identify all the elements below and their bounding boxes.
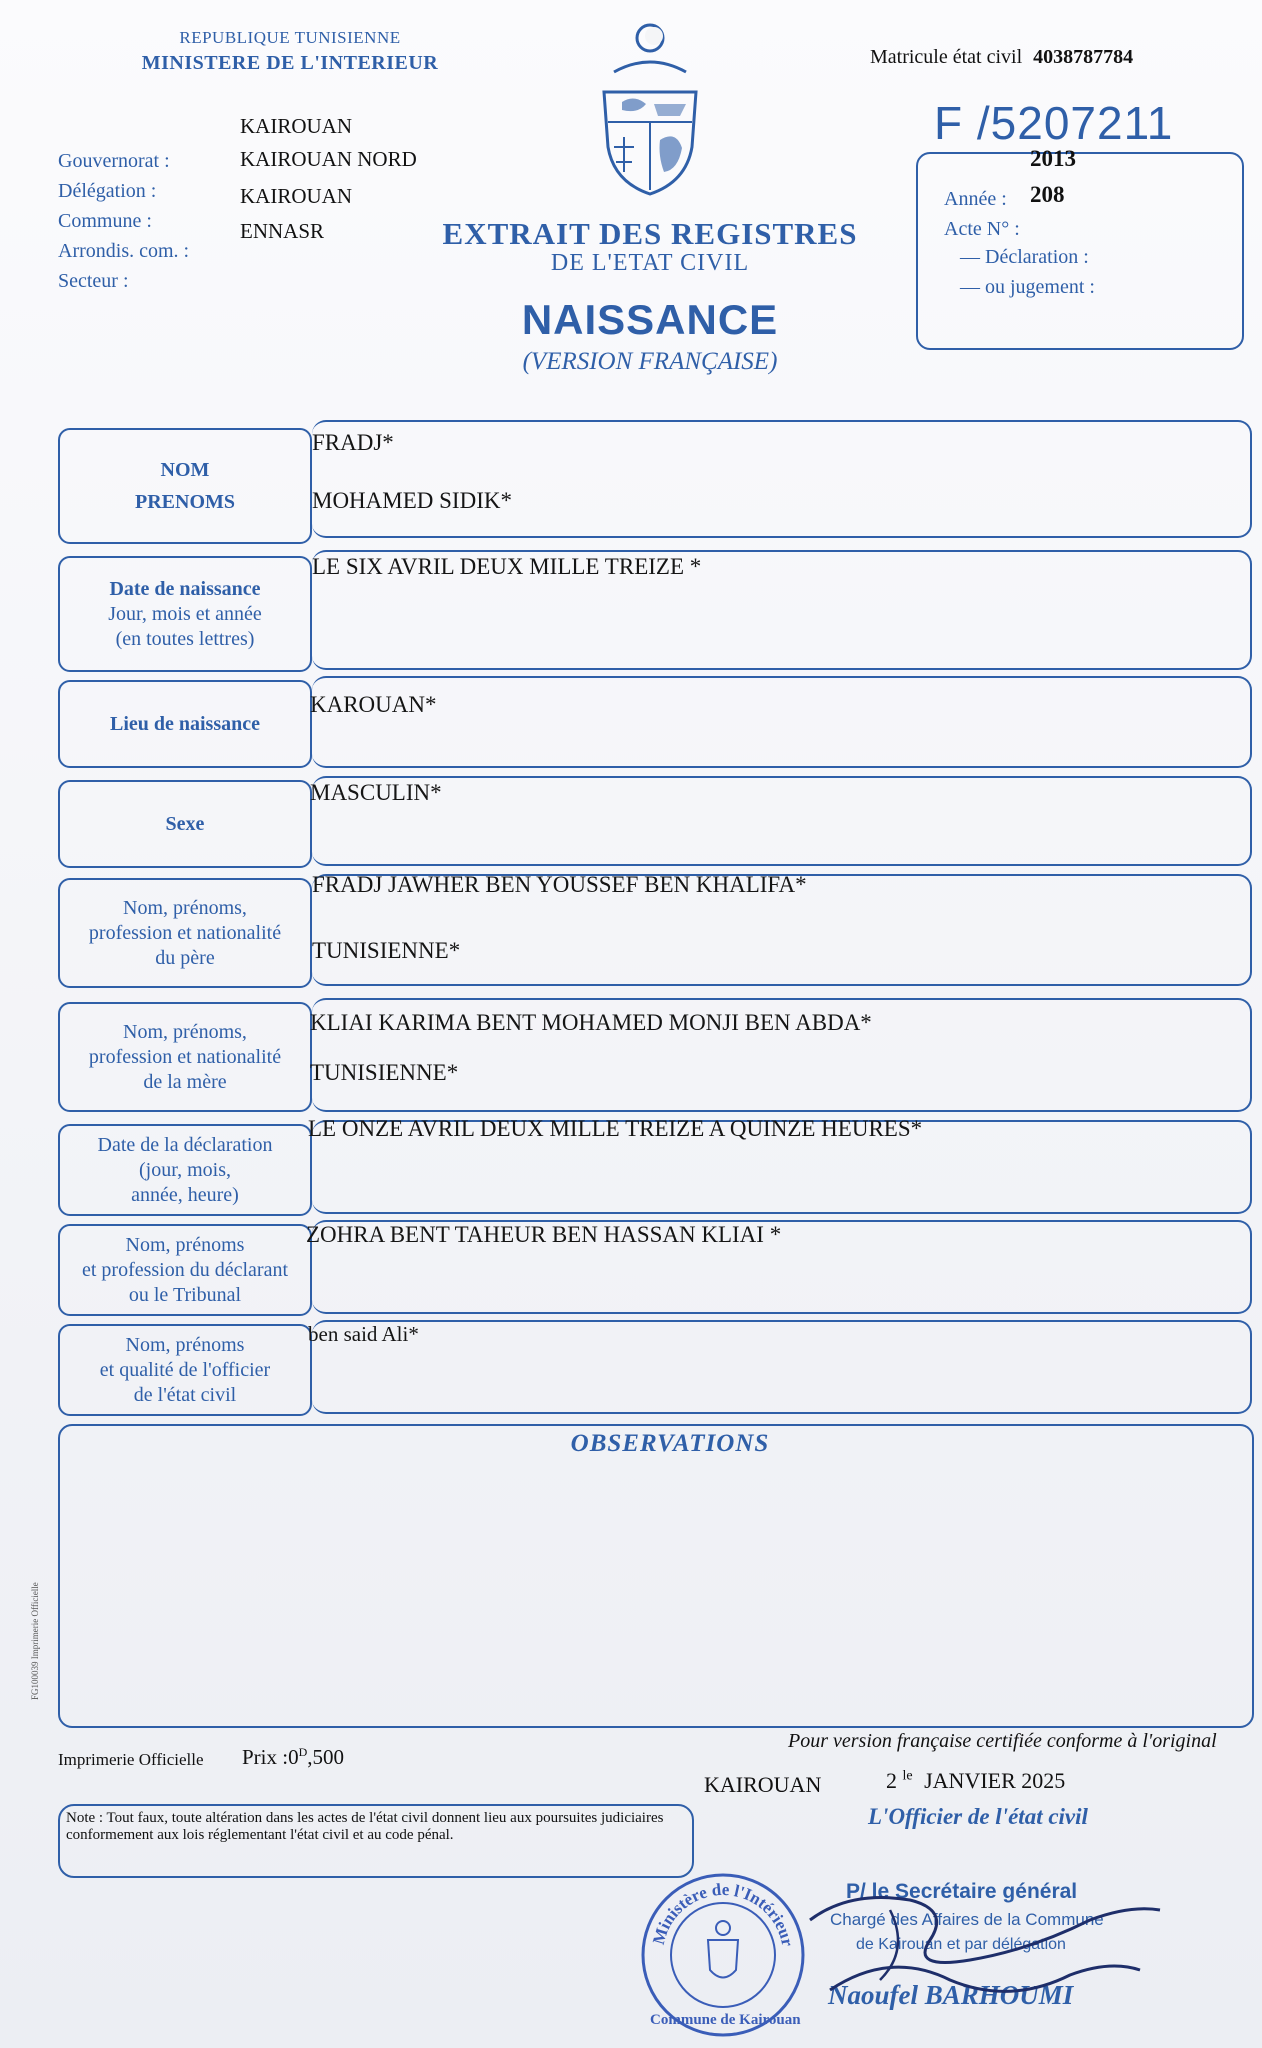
label-nom-prenoms: [58, 428, 312, 544]
mere-nationality-value: TUNISIENNE*: [310, 1060, 459, 1085]
signature-line2: Chargé des Affaires de la Commune: [830, 1910, 1104, 1929]
label-mere: [58, 1002, 312, 1112]
field-sexe: [312, 776, 1252, 866]
declaration-label1: Date de la déclaration: [97, 1133, 273, 1156]
matricule-value: 4038787784: [1033, 46, 1134, 68]
matricule: [870, 46, 1133, 69]
price: [242, 1745, 344, 1770]
arrondissement-label: Arrondis. com. :: [58, 240, 190, 262]
acte-label: Acte N° :: [944, 218, 1020, 240]
printer-label: Imprimerie Officielle: [58, 1750, 204, 1769]
mere-label3: de la mère: [143, 1070, 227, 1093]
declaration-label2: (jour, mois,: [139, 1158, 231, 1181]
extract-subtitle: DE L'ETAT CIVIL: [550, 250, 750, 276]
legal-note: Note : Tout faux, toute altération dans les actes de l'état civil donnent lieu aux poursuites judiciaires conformement aux lois réglementant l'état civil et au code pénal.: [66, 1810, 664, 1843]
republic-header: REPUBLIQUE TUNISIENNE: [179, 28, 401, 47]
issue-day-sup: le: [902, 1768, 913, 1784]
field-lieu-naissance: [312, 676, 1252, 768]
side-print-code: FG100039 Imprimerie Officielle: [30, 1582, 40, 1700]
tunisia-emblem-icon: [594, 22, 706, 202]
mere-name-value: KLIAI KARIMA BENT MOHAMED MONJI BEN ABDA*: [310, 1010, 872, 1035]
date-naissance-label: Date de naissance: [109, 577, 261, 600]
officier-label3: de l'état civil: [133, 1383, 237, 1406]
declarant-value: ZOHRA BENT TAHEUR BEN HASSAN KLIAI *: [306, 1222, 782, 1247]
top-kairouan: KAIROUAN: [240, 114, 352, 138]
label-pere: [58, 878, 312, 988]
extract-title: EXTRAIT DES REGISTRES: [442, 216, 858, 251]
secteur-label: Secteur :: [58, 270, 129, 292]
pere-name-value: FRADJ JAWHER BEN YOUSSEF BEN KHALIFA*: [312, 872, 807, 897]
mere-label2: profession et nationalité: [88, 1045, 282, 1068]
annee-label: Année :: [944, 188, 1007, 210]
annee-value: 208: [1030, 182, 1065, 207]
officier-value: ben said Ali*: [308, 1322, 419, 1346]
pere-label3: du père: [155, 946, 215, 969]
observations-title: OBSERVATIONS: [570, 1430, 770, 1457]
signature-line3: de Kairouan et par délégation: [856, 1936, 1066, 1953]
gouvernorat-value: KAIROUAN NORD: [240, 147, 417, 171]
officier-label1: Nom, prénoms: [125, 1333, 245, 1356]
pere-label2: profession et nationalité: [88, 921, 282, 944]
mere-label1: Nom, prénoms,: [123, 1020, 247, 1043]
lieu-value: KAROUAN*: [310, 692, 437, 717]
commune-value: ENNASR: [240, 219, 325, 243]
gouvernorat-label: Gouvernorat :: [58, 150, 170, 172]
matricule-label: Matricule état civil: [870, 46, 1023, 68]
issue-month-year: JANVIER 2025: [924, 1768, 1066, 1793]
issue-day: 2: [886, 1768, 897, 1793]
prenoms-value: MOHAMED SIDIK*: [312, 488, 512, 513]
declaration-value: LE ONZE AVRIL DEUX MILLE TREIZE A QUINZE HEURES*: [308, 1116, 923, 1141]
stamp-top-text: Ministère de l'Intérieur: [648, 1879, 798, 1948]
price-sup: D: [298, 1745, 308, 1759]
pere-nationality-value: TUNISIENNE*: [312, 938, 461, 963]
declarant-label3: ou le Tribunal: [128, 1283, 242, 1306]
location-labels: [58, 146, 189, 296]
issue-city: KAIROUAN: [704, 1772, 822, 1797]
label-declarant: [58, 1224, 312, 1316]
lieu-label: Lieu de naissance: [109, 712, 261, 735]
date-naissance-sub2: (en toutes lettres): [115, 627, 255, 650]
field-officier: [312, 1320, 1252, 1414]
sexe-label: Sexe: [165, 812, 205, 835]
price-value: ,500: [307, 1745, 345, 1769]
handwritten-signature-icon: [790, 1880, 1170, 2010]
declarant-label1: Nom, prénoms: [125, 1233, 245, 1256]
label-date-naissance: [58, 556, 312, 672]
prenoms-label: PRENOMS: [135, 491, 235, 513]
version-label: (VERSION FRANÇAISE): [522, 348, 778, 375]
officier-label2: et qualité de l'officier: [99, 1358, 271, 1381]
officer-title: L'Officier de l'état civil: [868, 1804, 1088, 1829]
certified-text: Pour version française certifiée conforme à l'original: [788, 1730, 1217, 1752]
label-officier: [58, 1324, 312, 1416]
label-lieu-naissance: [58, 680, 312, 768]
delegation-label: Délégation :: [58, 180, 157, 202]
signatory-name: Naoufel BARHOUMI: [828, 1980, 1074, 2010]
declaration-label: — Déclaration :: [960, 246, 1089, 268]
nom-label: NOM: [160, 459, 210, 481]
nom-value: FRADJ*: [312, 430, 394, 455]
signature-line1: P/ le Secrétaire général: [846, 1880, 1078, 1903]
pere-label1: Nom, prénoms,: [123, 896, 247, 919]
register-number: F /5207211: [934, 97, 1174, 149]
observations-box: [58, 1424, 1254, 1728]
field-nom-prenoms: [312, 420, 1252, 538]
ministry-header: MINISTERE DE L'INTERIEUR: [141, 52, 439, 74]
declarant-label2: et profession du déclarant: [81, 1258, 289, 1281]
price-label: Prix :0: [242, 1745, 299, 1769]
label-date-declaration: [58, 1124, 312, 1216]
stamp-bottom-text: Commune de Kairouan: [650, 2012, 801, 2028]
declaration-label3: année, heure): [131, 1183, 239, 1206]
document-type: NAISSANCE: [521, 296, 779, 343]
commune-label: Commune :: [58, 210, 152, 232]
delegation-value: KAIROUAN: [240, 184, 352, 208]
date-naissance-value: LE SIX AVRIL DEUX MILLE TREIZE *: [312, 554, 702, 579]
jugement-label: — ou jugement :: [960, 276, 1095, 298]
acte-year-written: 2013: [1030, 146, 1076, 171]
issue-date: [886, 1768, 1065, 1794]
label-sexe: [58, 780, 312, 868]
sexe-value: MASCULIN*: [310, 780, 442, 805]
date-naissance-sub1: Jour, mois et année: [108, 602, 262, 625]
